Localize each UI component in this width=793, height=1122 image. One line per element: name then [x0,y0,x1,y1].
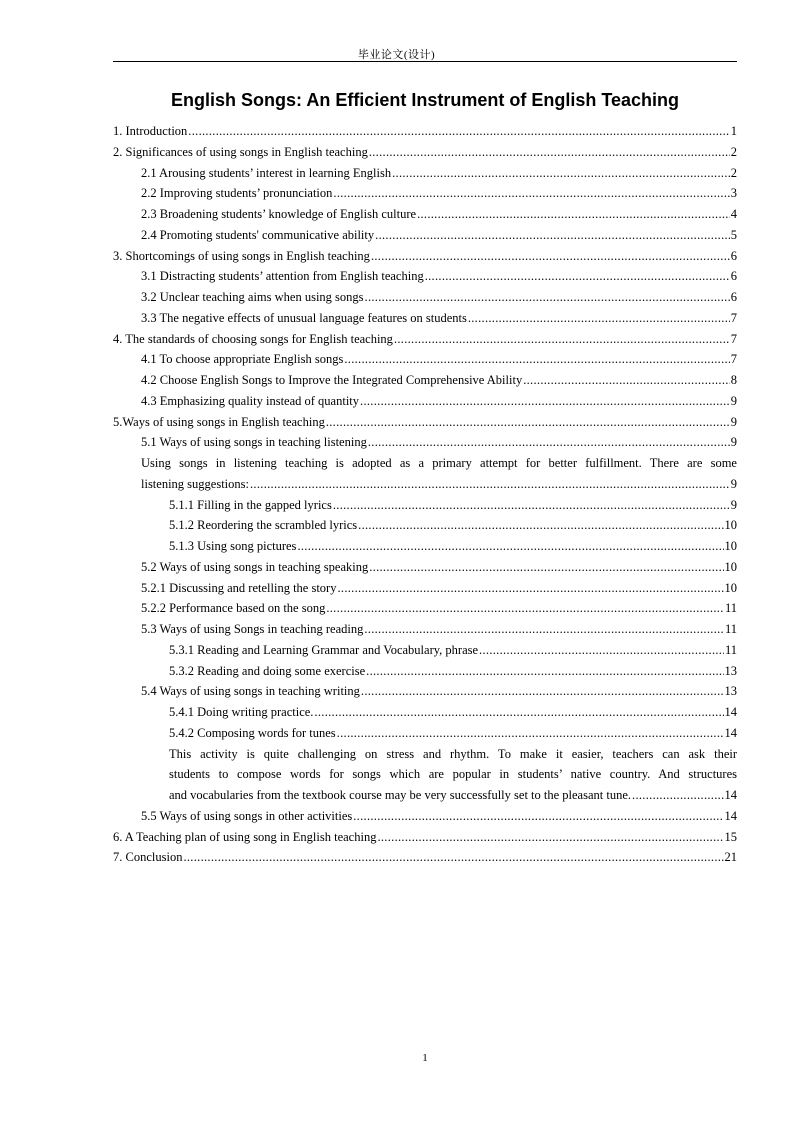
toc-entry-appropriate-songs[interactable] [113,349,737,370]
document-title: English Songs: An Efficient Instrument of English Teaching [170,90,680,110]
toc-entry-teaching-plan[interactable] [113,827,737,848]
dot-leader [366,661,723,682]
dot-leader [250,474,730,495]
paragraph-line: and vocabularies from the textbook course may be very successfully set to the pleasant tune. [169,788,632,802]
toc-page-number: 10 [724,559,737,574]
toc-entry-label: 5.1.2 Reordering the scrambled lyrics [169,518,358,533]
toc-entry-quality-quantity[interactable] [113,391,737,412]
toc-entry-improving-pronunciation[interactable] [113,183,737,204]
paragraph-line: This activity is quite challenging on stress and rhythm. To make it easier, teachers can ask their [169,746,737,761]
toc-page-number: 9 [730,497,737,512]
toc-entry-song-pictures[interactable] [113,536,737,557]
toc-entry-label: 5.2 Ways of using songs in teaching speaking [141,559,369,574]
toc-page-number: 14 [724,788,737,802]
toc-entry-shortcomings[interactable] [113,246,737,267]
toc-entry-label: 5.Ways of using songs in English teaching [113,414,325,429]
dot-leader [375,225,730,246]
dot-leader [368,432,730,453]
toc-entry-other-activities[interactable] [113,806,737,827]
toc-page-number: 2 [730,144,737,159]
toc-entry-significances[interactable] [113,142,737,163]
toc-entry-label: 5.5 Ways of using songs in other activities [141,808,353,823]
dot-leader [326,598,724,619]
toc-page-number: 14 [724,808,737,823]
toc-entry-label: 2.4 Promoting students' communicative ability [141,227,375,242]
toc-entry-arousing-interest[interactable] [113,163,737,184]
toc-entry-broadening-culture[interactable] [113,204,737,225]
header-divider [113,61,737,62]
dot-leader [417,204,730,225]
page-number-footer: 1 [422,1052,428,1064]
toc-page-number: 15 [724,829,737,844]
toc-page-number: 4 [730,207,737,221]
toc-page-number: 11 [724,622,737,636]
dot-leader [297,536,723,557]
toc-entry-label: 7. Conclusion [113,850,183,865]
toc-entry-label: 4. The standards of choosing songs for English teaching [113,331,393,346]
toc-entry-label: 5.1.3 Using song pictures [169,539,297,553]
toc-entry-label: 4.3 Emphasizing quality instead of quantity [141,393,360,408]
toc-page-number: 10 [724,518,737,533]
toc-entry-label: 2.3 Broadening students’ knowledge of English culture [141,207,417,221]
toc-page-number: 11 [724,642,737,657]
toc-page-number: 5 [730,227,737,242]
toc-entry-unclear-aims[interactable] [113,287,737,308]
dot-leader [361,681,724,702]
toc-paragraph-listening[interactable] [113,453,737,495]
paragraph-line: Using songs in listening teaching is adopted as a primary attempt for better fulfillment. There are some [141,456,737,470]
toc-page-number: 2 [730,165,737,180]
toc-entry-grammar-vocabulary[interactable] [113,640,737,661]
toc-entry-teaching-listening[interactable] [113,432,737,453]
dot-leader [333,495,730,516]
dot-leader [337,578,723,599]
toc-page-number: 9 [730,435,737,450]
toc-entry-label: 3. Shortcomings of using songs in English teaching [113,248,370,263]
toc-entry-label: 1. Introduction [113,124,188,138]
toc-page-number: 9 [730,476,737,491]
toc-page-number: 14 [724,705,737,719]
toc-page-number: 9 [730,393,737,408]
toc-entry-label: 5.2.1 Discussing and retelling the story [141,580,337,595]
dot-leader [523,370,730,391]
toc-entry-label: 5.3.1 Reading and Learning Grammar and Vocabulary, phrase [169,642,479,657]
dot-leader [360,391,730,412]
toc-entry-teaching-speaking[interactable] [113,557,737,578]
toc-entry-label: 5.4.2 Composing words for tunes [169,725,336,740]
dot-leader [333,183,729,204]
toc-page-number: 7 [730,310,737,325]
toc-page-number: 6 [730,269,737,284]
toc-entry-label: 4.2 Choose English Songs to Improve the Integrated Comprehensive Ability [141,373,523,387]
toc-entry-scrambled-lyrics[interactable] [113,515,737,536]
toc-entry-communicative-ability[interactable] [113,225,737,246]
toc-page-number: 8 [730,373,737,387]
paragraph-last-line [169,785,737,806]
toc-entry-label: 3.1 Distracting students’ attention from English teaching [141,269,424,284]
toc-entry-introduction[interactable] [113,121,737,142]
toc-entry-gapped-lyrics[interactable] [113,495,737,516]
toc-entry-label: 2.2 Improving students’ pronunciation [141,186,333,201]
paragraph-line: listening suggestions: [141,476,249,491]
dot-leader [364,619,724,640]
toc-entry-teaching-writing[interactable] [113,681,737,702]
dot-leader [337,723,724,744]
toc-entry-writing-practice[interactable] [113,702,737,723]
toc-entry-label: 6. A Teaching plan of using song in English teaching [113,829,377,844]
toc-entry-standards[interactable] [113,329,737,350]
toc-page-number: 10 [724,539,737,553]
dot-leader [353,806,723,827]
toc-page-number: 14 [724,725,737,740]
toc-entry-label: 5.1 Ways of using songs in teaching listening [141,435,367,450]
toc-entry-retelling-story[interactable] [113,578,737,599]
dot-leader [479,640,724,661]
dot-leader [314,702,723,723]
table-of-contents [113,121,737,868]
dot-leader [425,266,730,287]
dot-leader [392,163,730,184]
toc-entry-integrated-ability[interactable] [113,370,737,391]
toc-entry-label: 5.3.2 Reading and doing some exercise [169,663,366,678]
toc-page-number: 6 [730,290,737,304]
toc-entry-performance[interactable] [113,598,737,619]
toc-entry-teaching-reading[interactable] [113,619,737,640]
toc-entry-composing-words[interactable] [113,723,737,744]
toc-page-number: 11 [724,601,737,616]
toc-entry-label: 3.2 Unclear teaching aims when using songs [141,290,364,304]
toc-page-number: 7 [730,352,737,367]
dot-leader [632,785,723,806]
toc-entry-label: 4.1 To choose appropriate English songs [141,352,344,367]
dot-leader [326,412,730,433]
dot-leader [369,557,723,578]
toc-page-number: 6 [730,248,737,263]
dot-leader [371,246,730,267]
paragraph-line: students to compose words for songs which are popular in students’ native country. And structures [169,767,737,782]
toc-page-number: 1 [730,124,737,138]
toc-page-number: 13 [724,663,737,678]
toc-entry-label: 5.1.1 Filling in the gapped lyrics [169,497,332,512]
dot-leader [183,847,723,868]
toc-entry-negative-effects[interactable] [113,308,737,329]
toc-page-number: 13 [724,684,737,699]
toc-page-number: 21 [724,850,737,865]
dot-leader [365,287,730,308]
dot-leader [369,142,730,163]
toc-page-number: 3 [730,186,737,201]
toc-entry-doing-exercise[interactable] [113,661,737,682]
toc-entry-distracting-attention[interactable] [113,266,737,287]
toc-page-number: 9 [730,414,737,429]
dot-leader [377,827,723,848]
dot-leader [188,121,729,142]
dot-leader [468,308,730,329]
toc-entry-label: 2. Significances of using songs in English teaching [113,144,368,159]
page-header: 毕业论文(设计) [357,49,436,61]
dot-leader [394,329,730,350]
toc-entry-label: 5.3 Ways of using Songs in teaching reading [141,622,364,636]
toc-entry-label: 5.4 Ways of using songs in teaching writing [141,684,360,699]
toc-entry-ways-of-using[interactable] [113,412,737,433]
toc-paragraph-composing[interactable] [113,744,737,806]
paragraph-last-line [141,474,737,495]
dot-leader [344,349,729,370]
dot-leader [358,515,723,536]
toc-page-number: 7 [730,331,737,346]
toc-entry-label: 3.3 The negative effects of unusual language features on students [141,310,467,325]
toc-entry-label: 5.4.1 Doing writing practice. [169,705,314,719]
toc-entry-label: 2.1 Arousing students’ interest in learning English [141,165,392,180]
toc-entry-label: 5.2.2 Performance based on the song [141,601,326,616]
toc-page-number: 10 [724,580,737,595]
toc-entry-conclusion[interactable] [113,847,737,868]
